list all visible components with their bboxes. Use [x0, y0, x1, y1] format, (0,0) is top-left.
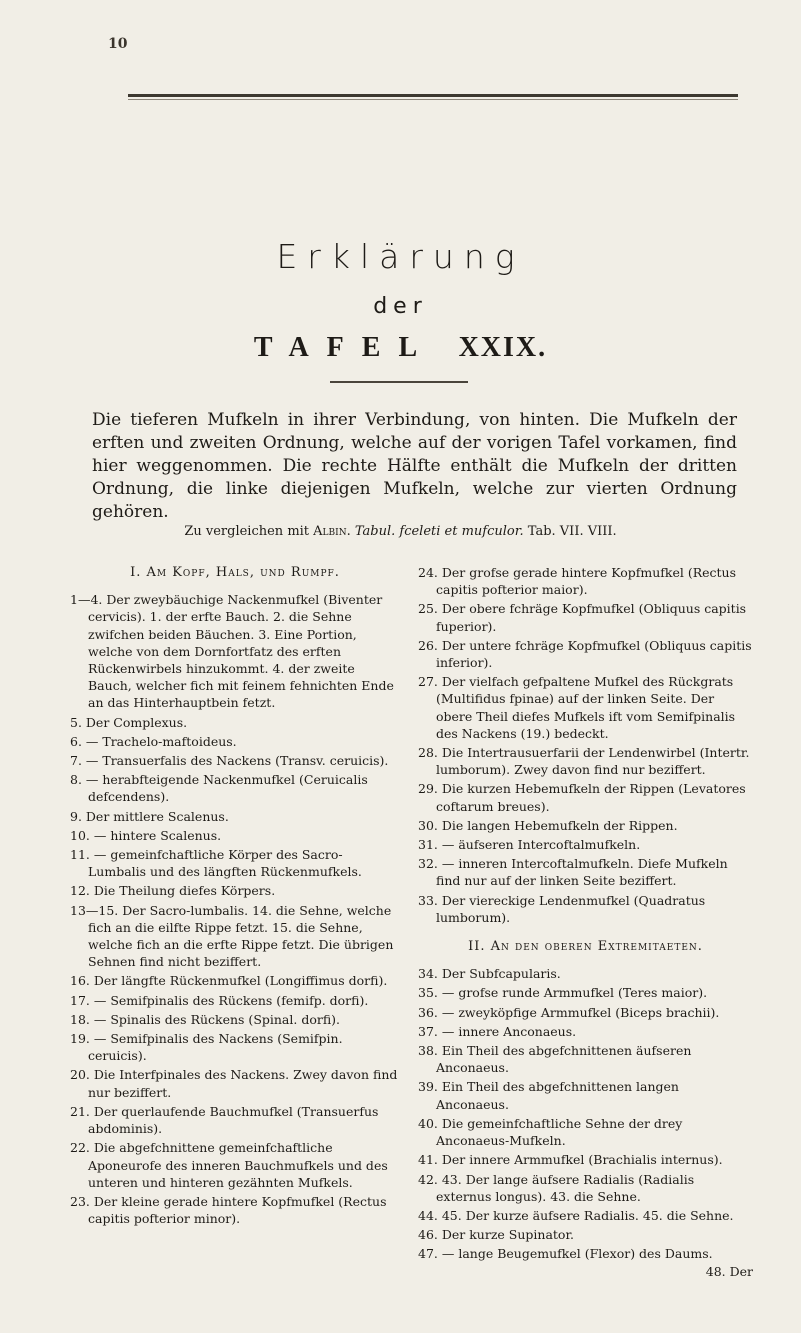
heading-erklaerung: Erklärung [276, 237, 525, 276]
list-item: 16. Der längfte Rückenmufkel (Longiffimus dorfi). [70, 973, 388, 989]
header-rule [128, 94, 738, 97]
list-item: 20. Die Interfpinales des Nackens. Zwey davon find nur beziffert. [70, 1067, 398, 1100]
comparison-reference [0, 524, 801, 539]
heading-tafel-word: TAFEL [253, 332, 434, 363]
list-item: 7. — Transuerfalis des Nackens (Transv. ceruicis). [70, 753, 389, 769]
list-item: 22. Die abgefchnittene gemeinfchaftliche Aponeurofe des inneren Bauchmufkels und des unteren und hinteren gezähnten Mufkels. [70, 1140, 388, 1190]
list-item: 25. Der obere fchräge Kopfmufkel (Obliquus capitis fuperior). [418, 601, 747, 634]
list-item: 1—4. Der zweybäuchige Nackenmufkel (Biventer cervicis). 1. der erfte Bauch. 2. die Sehne zwifchen beiden Bäuchen. 3. Eine Portion, welche von dem Dornfortfatz des erften Rückenwirbels hinzukommt. 4. der zweite Bauch, welcher fich mit feinem fehnichten Ende an das Hinterhauptbein fetzt. [70, 592, 394, 711]
right-entry-list-2 [418, 965, 753, 1262]
heading-tafel [0, 332, 801, 364]
right-column [418, 564, 753, 1280]
list-item: 31. — äufseren Intercoftalmufkeln. [418, 837, 641, 853]
intro-text: Die tieferen Mufkeln in ihrer Verbindung, von hinten. Die Mufkeln der erften und zweiten Ordnung, welche auf der vorigen Tafel vorkamen, find hier weggenommen. Die rechte Hälfte enthält die Mufkeln der dritten Ordnung, die linke diejenigen Mufkeln, welche zur vierten Ordnung gehören. [92, 410, 737, 522]
compare-prefix: Zu vergleichen mit [184, 524, 310, 539]
title-rule [330, 381, 468, 383]
list-item: 37. — innere Anconaeus. [418, 1023, 577, 1039]
compare-work: Tabul. fceleti et mufculor. [354, 524, 524, 539]
list-item: 47. — lange Beugemufkel (Flexor) des Daums. [418, 1246, 713, 1262]
header-rule-thin [128, 99, 738, 100]
list-item: 40. Die gemeinfchaftliche Sehne der drey Anconaeus-Mufkeln. [418, 1115, 683, 1149]
list-item: 12. Die Theilung diefes Körpers. [70, 883, 276, 899]
list-item: 5. Der Complexus. [70, 714, 188, 730]
list-item: 10. — hintere Scalenus. [70, 827, 222, 843]
list-item: 42. 43. Der lange äufsere Radialis (Radialis externus longus). 43. die Sehne. [418, 1171, 695, 1204]
page-number: 10 [108, 36, 128, 52]
intro-paragraph [92, 409, 737, 524]
list-item: 46. Der kurze Supinator. [418, 1227, 575, 1243]
list-item: 13—15. Der Sacro-lumbalis. 14. die Sehne, welche fich an die eilfte Rippe fetzt. 15. die Sehne, welche fich an die erfte Rippe fetzt. Die übrigen Sehnen find nicht beziffert. [70, 902, 394, 970]
list-item: 36. — zweyköpfige Armmufkel (Biceps brachii). [418, 1004, 720, 1020]
list-item: 35. — grofse runde Armmufkel (Teres maior). [418, 985, 708, 1001]
list-item: 32. — inneren Intercoftalmufkeln. Diefe Mufkeln find nur auf der linken Seite beziffert. [418, 856, 728, 889]
list-item: 29. Die kurzen Hebemufkeln der Rippen (Levatores coftarum breues). [418, 781, 746, 814]
list-item: 33. Der viereckige Lendenmufkel (Quadratus lumborum). [418, 892, 706, 925]
section-heading-head-neck-trunk: I. Am Kopf, Hals, und Rumpf. [130, 565, 340, 580]
list-item: 30. Die langen Hebemufkeln der Rippen. [418, 817, 678, 833]
list-item: 19. — Semifpinalis des Nackens (Semifpin. ceruicis). [70, 1031, 343, 1064]
section-heading-upper-extremities: II. An den oberen Extremitaeten. [468, 939, 703, 955]
list-item: 44. 45. Der kurze äufsere Radialis. 45. die Sehne. [418, 1207, 734, 1223]
catchword: 48. Der [705, 1263, 753, 1279]
list-item: 34. Der Subfcapularis. [418, 966, 561, 982]
list-item: 41. Der innere Armmufkel (Brachialis internus). [418, 1152, 723, 1168]
heading-der: der [373, 294, 428, 319]
compare-suffix: Tab. VII. VIII. [527, 524, 617, 539]
list-item: 11. — gemeinfchaftliche Körper des Sacro-Lumbalis und des längften Rückenmufkels. [70, 847, 362, 880]
list-item: 18. — Spinalis des Rückens (Spinal. dorfi). [70, 1011, 341, 1027]
list-item: 28. Die Intertrausuerfarii der Lendenwirbel (Intertr. lumborum). Zwey davon find nur beziffert. [418, 745, 750, 778]
list-item: 6. — Trachelo-maftoideus. [70, 733, 237, 749]
list-item: 17. — Semifpinalis des Rückens (femifp. dorfi). [70, 992, 369, 1008]
heading-tafel-numeral: XXIX. [458, 332, 548, 363]
list-item: 21. Der querlaufende Bauchmufkel (Transuerfus abdominis). [70, 1103, 379, 1137]
list-item: 23. Der kleine gerade hintere Kopfmufkel (Rectus capitis pofterior minor). [70, 1193, 387, 1227]
left-column [70, 564, 400, 1229]
compare-author: Albin. [313, 524, 351, 539]
list-item: 9. Der mittlere Scalenus. [70, 808, 229, 824]
list-item: 39. Ein Theil des abgefchnittenen langen Anconaeus. [418, 1079, 679, 1112]
list-item: 27. Der vielfach gefpaltene Mufkel des Rückgrats (Multifidus fpinae) auf der linken Seite. Der obere Theil diefes Mufkels ift vom Semifpinalis des Nackens (19.) bedeckt. [418, 674, 736, 741]
left-entry-list [70, 591, 400, 1227]
list-item: 8. — herabfteigende Nackenmufkel (Ceruicalis defcendens). [70, 772, 368, 805]
list-item: 38. Ein Theil des abgefchnittenen äufseren Anconaeus. [418, 1043, 692, 1076]
list-item: 26. Der untere fchräge Kopfmufkel (Obliquus capitis inferior). [418, 637, 752, 671]
list-item: 24. Der grofse gerade hintere Kopfmufkel (Rectus capitis pofterior maior). [418, 565, 737, 598]
right-entry-list [418, 564, 753, 926]
